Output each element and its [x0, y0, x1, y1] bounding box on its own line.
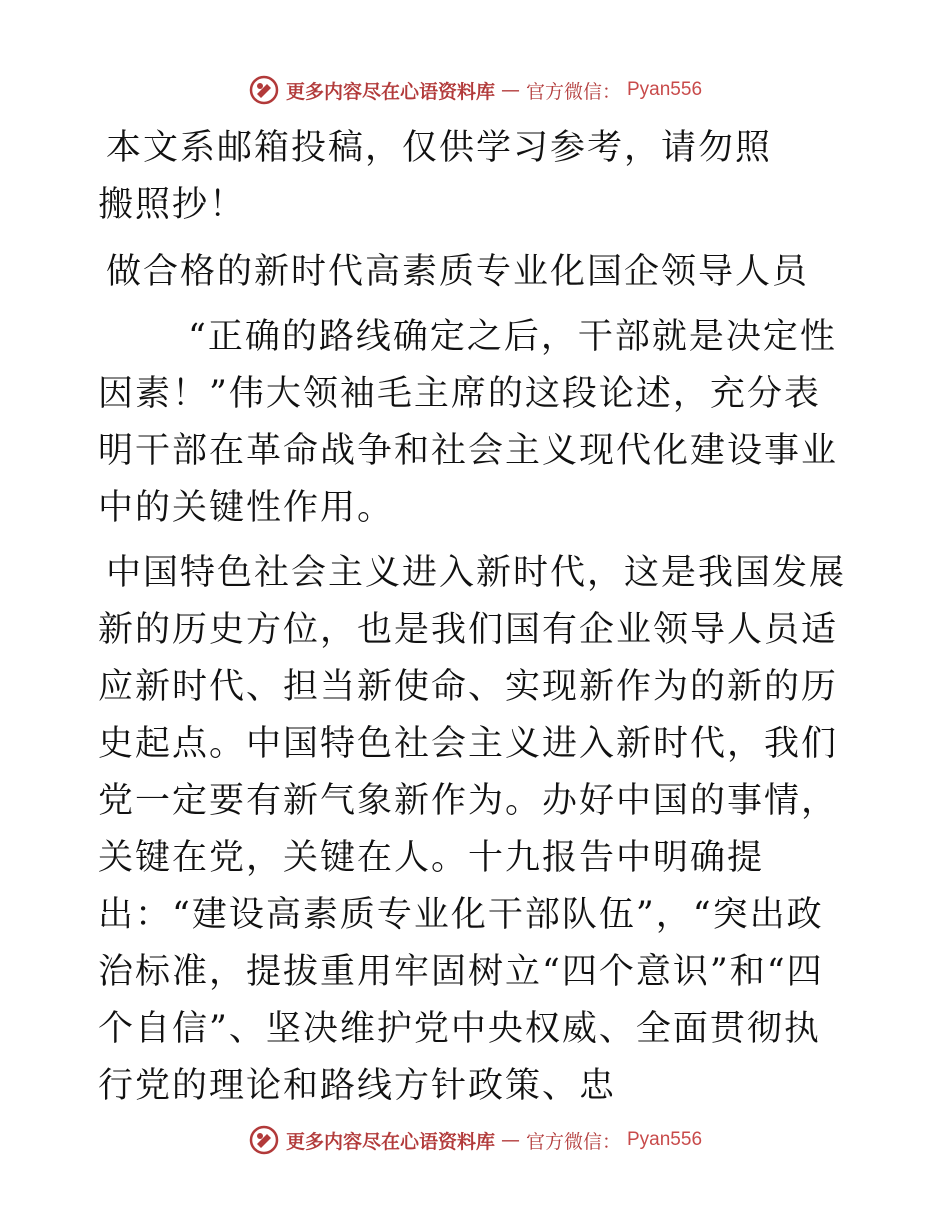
header-watermark [0, 70, 950, 110]
watermark-separator: — [500, 79, 520, 101]
watermark-separator: — [500, 1129, 520, 1151]
footer-watermark [0, 1120, 950, 1160]
paragraph-2: 中国特色社会主义进入新时代，这是我国发展新的历史方位，也是我们国有企业领导人员适应新时代、担当新使命、实现新作为的新的历史起点。中国特色社会主义进入新时代，我们党一定要有新气象新作为。办好中国的事情，关键在党，关键在人。十九报告中明确提出：“建设高素质专业化干部队伍”，“突出政治标准，提拔重用牢固树立“四个意识”和“四个自信”、坚决维护党中央权威、全面贯彻执行党的理论和路线方针政策、忠 [98, 553, 847, 1106]
logo-icon [248, 74, 280, 106]
watermark-wechat-id: Pyan556 [627, 1129, 703, 1150]
watermark-brand: 更多内容尽在心语资料库 [285, 1130, 495, 1153]
notice-text: 本文系邮箱投稿，仅供学习参考，请勿照搬照抄！ [98, 128, 773, 225]
document-body [98, 120, 850, 1115]
watermark-wechat-label: 官方微信： [525, 1130, 621, 1153]
logo-icon [248, 1124, 280, 1156]
paragraph-1: “正确的路线确定之后，干部就是决定性因素！”伟大领袖毛主席的这段论述，充分表明干部在革命战争和社会主义现代化建设事业中的关键性作用。 [98, 317, 839, 528]
document-title: 做合格的新时代高素质专业化国企领导人员 [106, 252, 810, 292]
watermark-wechat-id: Pyan556 [627, 79, 703, 100]
watermark-brand: 更多内容尽在心语资料库 [285, 80, 495, 103]
watermark-wechat-label: 官方微信： [525, 80, 621, 103]
